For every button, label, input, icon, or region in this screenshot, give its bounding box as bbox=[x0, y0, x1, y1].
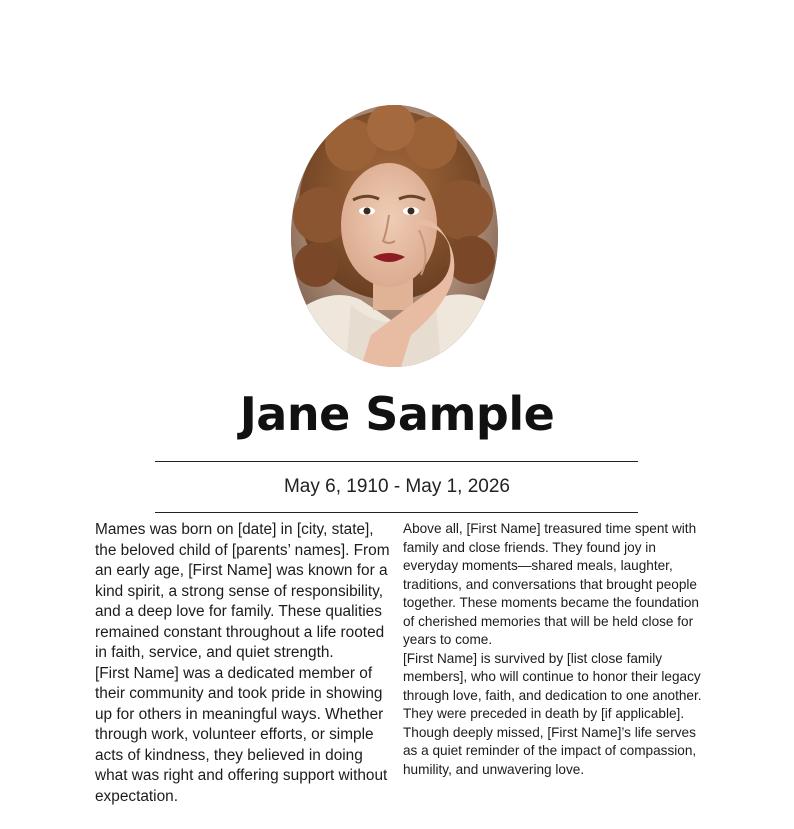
biography-paragraph: Mames was born on [date] in [city, state], the beloved child of [parents’ names]. From an early age, [First Name] was known for a kind spirit, a strong sense of responsibility, and a deep love for family. These qualities remained constant throughout a life rooted in faith, service, and quiet strength. bbox=[95, 521, 390, 661]
portrait-photo bbox=[291, 105, 498, 367]
divider-bottom bbox=[155, 512, 638, 513]
biography-left-column bbox=[95, 520, 397, 807]
person-name: Jane Sample bbox=[239, 387, 555, 441]
biography-right-column bbox=[403, 520, 703, 779]
life-dates: May 6, 1910 - May 1, 2026 bbox=[283, 476, 510, 497]
biography-paragraph: [First Name] was a dedicated member of their community and took pride in showing up for others in meaningful ways. Whether through work, volunteer efforts, or simple acts of kindness, they believed in doing what was right and offering support without expectation. bbox=[95, 664, 388, 805]
biography-paragraph: Above all, [First Name] treasured time spent with family and close friends. They found joy in everyday moments—shared meals, laughter, traditions, and conversations that brought people together. These moments became the foundation of cherished memories that will be held close for years to come. bbox=[403, 521, 699, 647]
divider-top bbox=[155, 461, 638, 462]
biography-paragraph: [First Name] is survived by [list close family members], who will continue to honor their legacy through love, faith, and dedication to one another. They were preceded in death by [if applicable]. Though deeply missed, [First Name]’s life serves as a quiet reminder of the impact of compassion, humility, and unwavering love. bbox=[403, 650, 702, 777]
